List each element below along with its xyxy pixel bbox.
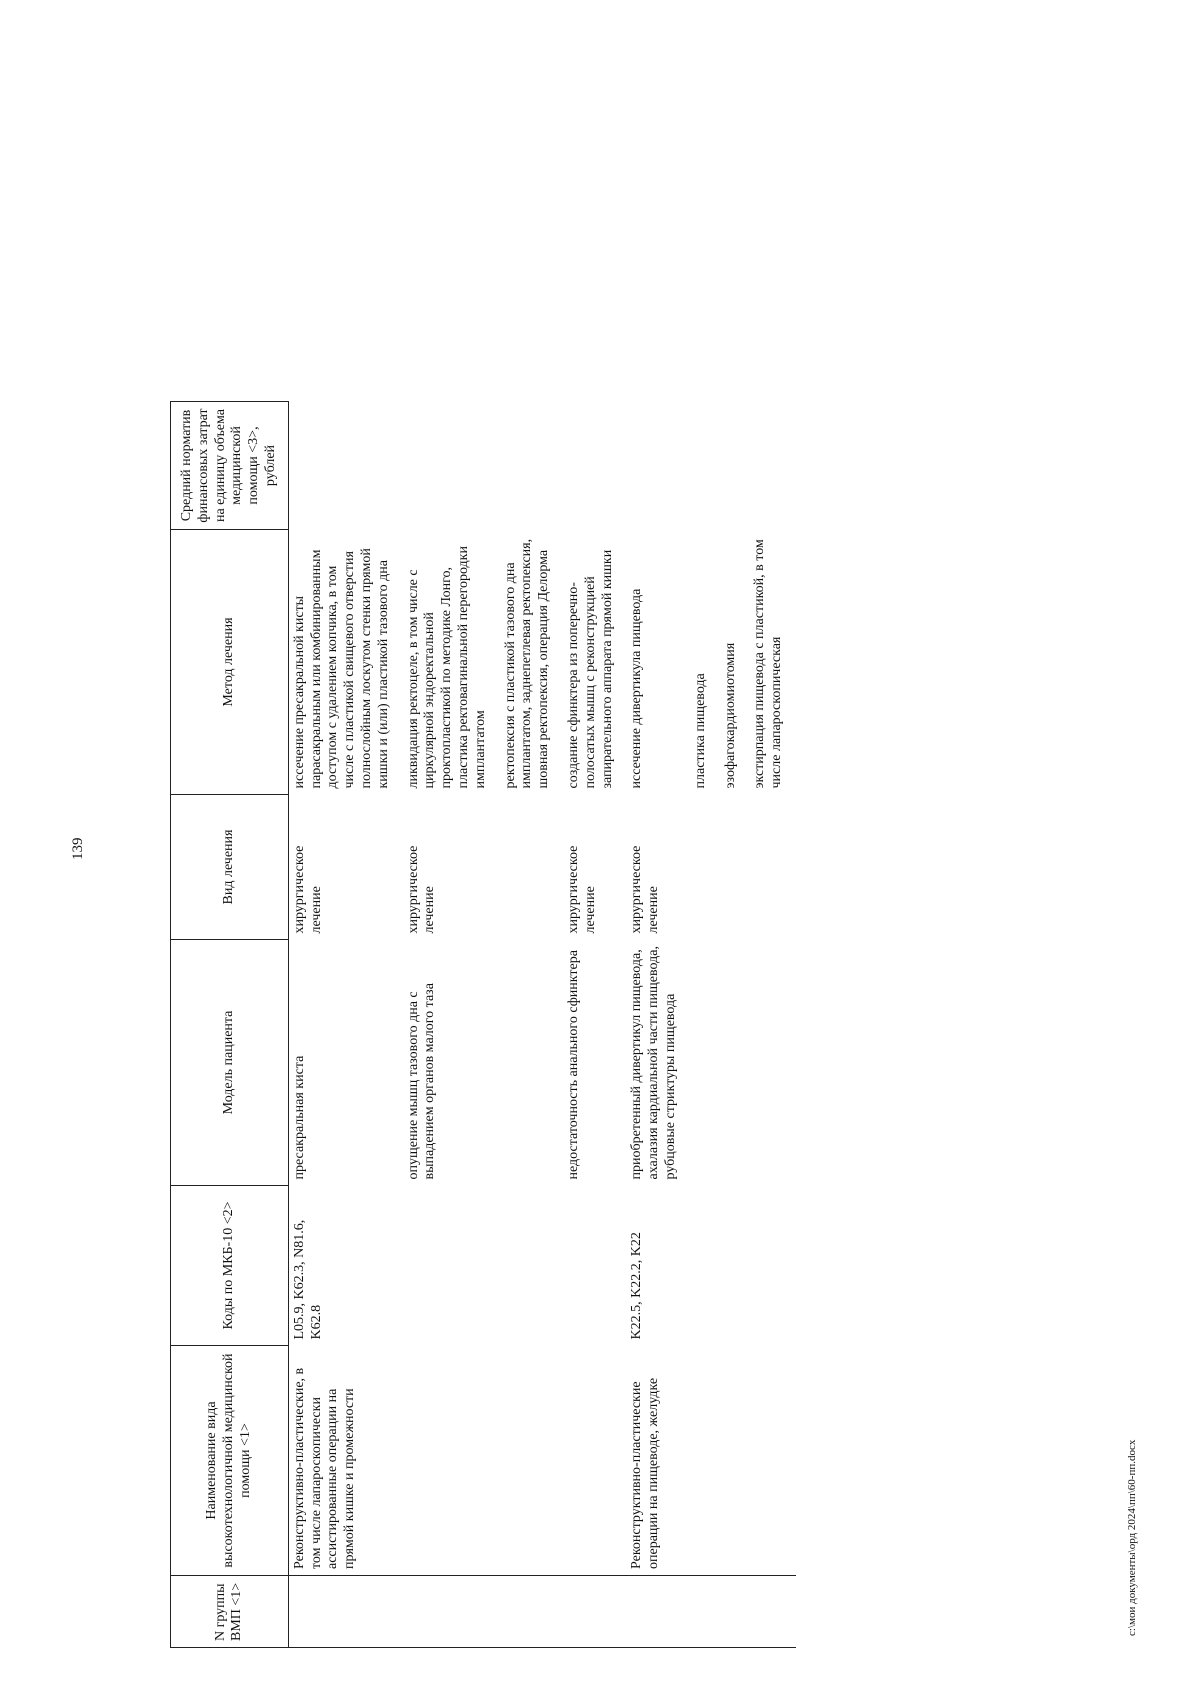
cell-group [403,1576,500,1648]
cell-codes [749,1186,796,1346]
cell-method: иссечение пресакральной кисты парасакральным или комбинированным доступом с удалением копчика, в том числе с пластикой свищевого отверстия полнослойным лоскутом стенки прямой кишки и (или) пластикой тазового дна [291,548,391,789]
cell-codes [690,1186,720,1346]
cell-group [500,1576,563,1648]
page-number: 139 [70,837,86,860]
cell-method: пластика пищевода [692,673,708,789]
cell-model [720,940,750,1186]
cell-codes [403,1186,500,1346]
header-codes: Коды по МКБ-10 <2> [171,1186,289,1346]
cell-norm [626,402,689,530]
cell-model [500,940,563,1186]
cell-group [749,1576,796,1648]
cell-norm [563,402,626,530]
cell-group [720,1576,750,1648]
cell-name [500,1346,563,1576]
cell-type: хирургическое лечение [565,845,598,934]
document-footer-path: c:\мои документы\орд 2024\пп\60-пп.docx [1126,1439,1138,1636]
cell-type: хирургическое лечение [629,845,662,934]
header-norm: Средний норматив финансовых затрат на единицу объема медицинской помощи <3>, рублей [171,402,289,530]
table-row [563,63,626,1648]
header-type: Вид лечения [171,795,289,940]
header-name: Наименование вида высокотехнологичной медицинской помощи <1> [171,1346,289,1576]
cell-codes [720,1186,750,1346]
cell-norm [403,402,500,530]
table-row [288,63,402,1648]
cell-method: эзофагокардиомиотомия [722,642,738,789]
cell-group [626,1576,689,1648]
table-row [626,63,689,1648]
cell-norm [500,402,563,530]
cell-name [403,1346,500,1576]
cell-norm [749,402,796,530]
cell-norm [690,402,720,530]
cell-model [749,940,796,1186]
header-method: Метод лечения [171,530,289,795]
rotated-page-content [170,63,796,1648]
table-header-row [171,63,289,1648]
table-row [500,63,563,1648]
header-spacer [171,63,289,402]
cell-method: экстирпация пищевода с пластикой, в том числе лапароскопическая [752,539,785,789]
cell-type: хирургическое лечение [291,845,324,934]
cell-method: ректопексия с пластикой тазового дна имплантатом, заднепетлевая ректопексия, шовная ректопексия, операция Делорма [502,538,552,789]
cell-group [288,1576,402,1648]
table-row [403,63,500,1648]
cell-name [720,1346,750,1576]
cell-type: хирургическое лечение [405,845,438,934]
cell-codes [500,1186,563,1346]
table-row [749,63,796,1648]
cell-model: пресакральная киста [291,1055,307,1180]
cell-group [563,1576,626,1648]
vmp-table [170,62,796,1648]
cell-name [690,1346,720,1576]
cell-name [749,1346,796,1576]
header-model: Модель пациента [171,940,289,1186]
header-group: N группы ВМП <1> [171,1576,289,1648]
cell-model: опущение мышц тазового дна с выпадением органов малого таза [405,983,438,1180]
cell-codes [563,1186,626,1346]
cell-type [720,795,750,940]
cell-method: создание сфинктера из поперечно-полосатых мышц с реконструкцией запирательного аппарата прямой кишки [565,549,615,789]
cell-type [500,795,563,940]
cell-type [690,795,720,940]
cell-model [690,940,720,1186]
table-row [690,63,720,1648]
cell-method: иссечение дивертикула пищевода [629,588,645,789]
table-row [720,63,750,1648]
cell-name: Реконструктивно-пластические операции на пищеводе, желудке [629,1377,662,1569]
cell-norm [288,402,402,530]
cell-model: недостаточность анального сфинктера [565,950,581,1180]
cell-model: приобретенный дивертикул пищевода, ахалазия кардиальной части пищевода, рубцовые стриктуры пищевода [629,946,678,1180]
cell-name [563,1346,626,1576]
cell-method: ликвидация ректоцеле, в том числе с циркулярной эндоректальной проктопластикой по методике Лонго, пластика ректовагинальной перегородки имплантатом [405,546,488,789]
cell-type [749,795,796,940]
cell-group [690,1576,720,1648]
cell-codes: K22.5, K22.2, K22 [629,1232,645,1340]
cell-norm [720,402,750,530]
cell-name: Реконструктивно-пластические, в том числе лапароскопически ассистированные операции на прямой кишке и промежности [291,1367,358,1569]
cell-codes: L05.9, K62.3, N81.6, K62.8 [291,1219,324,1340]
